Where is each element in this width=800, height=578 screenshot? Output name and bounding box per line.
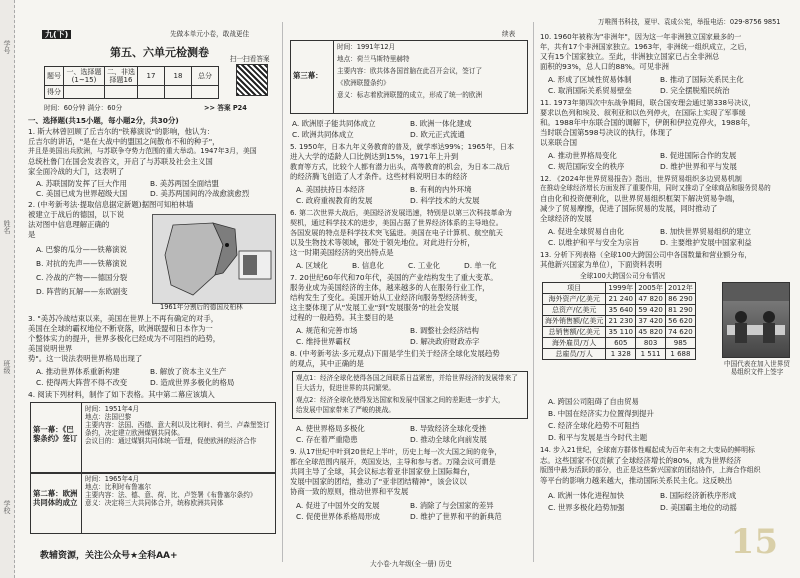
sidebar-label: 姓名 xyxy=(3,220,11,234)
option[interactable]: D. 维护世界和平与发展 xyxy=(660,162,737,171)
question-line: 家全面冷战的大门，这表明了 xyxy=(28,167,125,176)
question-line: 被建立于战后的德国，以下说 xyxy=(28,210,125,219)
question-line: 的观点，其中正确的是 xyxy=(290,359,364,368)
question-line: 要求以色列和埃及、叙利亚和以色列停火，在国际上实现了军事缓 xyxy=(540,108,746,117)
view-line: 观点2：经济全球化使得发达国家和发展中国家之间的差距进一步扩大， xyxy=(296,396,505,404)
question-line: 14. 步入21世纪，全球南方群体性崛起成为百年未有之大变局的鲜明标 xyxy=(540,446,755,454)
option[interactable]: A. 区域化 xyxy=(296,261,328,270)
column-divider xyxy=(533,22,534,562)
score-cell[interactable] xyxy=(105,86,138,99)
score-cell[interactable] xyxy=(165,86,192,99)
footer-center: 大小卷·九年级(全一册) 历史 xyxy=(370,560,452,568)
option[interactable]: A. 促进全球贸易自由化 xyxy=(548,227,625,236)
question-line: 以及生物技术等领域，都处于领先地位。对此进行分析， xyxy=(290,238,475,247)
question-line: 13. 分析下列表格（全球100大跨国公司中各国数量和营业额分布， xyxy=(540,250,752,259)
question-line: 年，共有17个非洲国家独立。1963年，非洲统一组织成立，之后， xyxy=(540,42,752,51)
score-table-row-label: 得分 xyxy=(45,86,64,99)
score-table-header: 二、非选择题16 xyxy=(105,67,138,86)
score-cell[interactable] xyxy=(64,86,105,99)
question-line: 3. "美苏冷战结束以来，美国在世界上不再有确定的对手， xyxy=(28,314,219,323)
question-line: 这主要体现了从"发展工业"到"发展服务"的社会发展 xyxy=(290,303,459,312)
question-line: 势"。这一说法表明世界格局出现了 xyxy=(28,354,143,363)
time-info: 时间：60分钟 满分：60分 xyxy=(44,104,123,112)
option[interactable]: C. 促使世界体系格局形成 xyxy=(296,512,380,521)
table-header: 2005年 xyxy=(636,283,666,294)
score-cell[interactable] xyxy=(192,86,219,99)
sidebar-label: 学号 xyxy=(3,40,11,54)
exam-title: 第五、六单元检测卷 xyxy=(110,46,209,59)
table-cell: 47 820 xyxy=(636,294,666,305)
option[interactable]: C. 美国已成为世界超级大国 xyxy=(36,189,128,198)
act-label: 第三幕： xyxy=(293,71,323,80)
option[interactable]: A. 苏联国防发挥了巨大作用 xyxy=(36,179,127,188)
option[interactable]: A. 美国扶持日本经济 xyxy=(296,185,365,194)
table-header: 项目 xyxy=(543,283,606,294)
sidebar-label: 学校 xyxy=(3,500,11,514)
table-row xyxy=(543,327,696,338)
option[interactable]: D. 欧元正式流通 xyxy=(410,130,465,139)
act-content: 《欧洲联盟条约》 xyxy=(337,79,390,87)
question-line: 12. 《2024年世界贸易报告》指出，世界贸易组织多边贸易机制 xyxy=(540,174,742,183)
table-header: 2012年 xyxy=(666,283,696,294)
map-caption: 1961年分割后的德国及柏林 xyxy=(160,303,243,311)
option[interactable]: B. 国际经济新秩序形成 xyxy=(660,491,737,500)
question-line: 11. 1973年第四次中东战争期间，联合国安理会通过第338号决议， xyxy=(540,98,756,107)
score-table-header: 一、选择题(1~15) xyxy=(64,67,105,86)
option[interactable]: C. 存在着严重隐患 xyxy=(296,435,358,444)
table-caption: 全球100大跨国公司分布情况 xyxy=(580,272,666,280)
option[interactable]: A. 跨国公司阻碍了自由贸易 xyxy=(548,397,639,406)
table-row xyxy=(543,294,696,305)
right-header: 万唯图书科技，夏甲、袁成公宪，举报电话：029-8756 9851 xyxy=(598,18,781,26)
table-cell: 59 420 xyxy=(636,305,666,316)
table-row xyxy=(543,349,696,360)
table-header: 1999年 xyxy=(606,283,636,294)
score-table-header: 17 xyxy=(138,67,165,86)
question-line: 丘吉尔的讲话，"是在大战中的盟国之间散布不和的种子"， xyxy=(28,137,220,146)
option[interactable]: C. 取消国际关系贸易壁垒 xyxy=(548,86,632,95)
option[interactable]: A. 欧洲一体化进程加快 xyxy=(548,491,625,500)
option[interactable]: A. 促进了中国外交的发展 xyxy=(296,501,380,510)
view-line: 给发展中国家带来了严峻的挑战。 xyxy=(296,406,395,414)
question-line: 是 xyxy=(28,230,36,239)
option[interactable]: C. 工业化 xyxy=(408,261,441,270)
photo-caption: 中国代表在加入世界贸易组织文件上签字 xyxy=(724,360,790,376)
option[interactable]: D. 造成世界多极化的格局 xyxy=(150,378,235,387)
act-content: 时间：1951年4月 地点：法国巴黎 主要内容：法国、西德、意大利以及比利时、荷兰、卢森堡签订 条约，决定建立欧洲煤钢共同体。 会议目的：通过煤钢共同体统一管理，促使欧洲的经济合作 xyxy=(85,405,270,445)
option[interactable]: B. 加快世界贸易组织的建立 xyxy=(660,227,752,236)
option[interactable]: C. 以维护和平与安全为宗旨 xyxy=(548,238,640,247)
question-line: 进入大学的适龄人口比例达到15%，1971年上升到 xyxy=(290,152,459,161)
question-line: 在推动全球经济增长方面发挥了重要作用，同时又推动了全球商品和服务贸易的 xyxy=(540,184,771,192)
question-line: 都在全球范围内展开，英国发达，主导和参与者。万隆会议可谓是 xyxy=(290,457,496,466)
grade-tag: 九(下) xyxy=(42,30,71,39)
option[interactable]: A. 巴黎的瓜分——铁幕演说 xyxy=(36,245,127,254)
option[interactable]: A. 推动世界体系重新构建 xyxy=(36,367,120,376)
score-table xyxy=(44,66,219,99)
question-line: 志。这些国家不仅贡献了全球经济增长的80%，成为世界经济 xyxy=(540,456,742,465)
act-content: 时间：1965年4月 地点：比利时布鲁塞尔 主要内容：法、德、意、荷、比、卢签署《布鲁塞尔条约》 意义：决定将三大共同体合并，统称欧洲共同体 xyxy=(85,475,257,507)
question-line: 自由化和投资便利化，以世界贸易组织框架下解决贸易争端， xyxy=(540,194,740,203)
question-line: 法对图中信息理解正确的 xyxy=(28,220,110,229)
act-label: 第二幕：欧洲共同体的成立 xyxy=(33,489,78,508)
table-continued: 续表 xyxy=(502,30,516,38)
question-line: 版图中最为活跃的部分，也正是这些新兴国家的团结协作，上海合作组织 xyxy=(540,466,761,474)
binding-margin xyxy=(0,0,15,578)
question-line: 契机，通过科学技术的进步，美国占据了世界经济体系的主导地位。 xyxy=(290,218,503,227)
option[interactable]: D. 单一化 xyxy=(464,261,497,270)
option[interactable]: D. 维护了世界和平的新典范 xyxy=(410,512,502,521)
question-line: 过程的一般趋势。其主要目的是 xyxy=(290,313,394,322)
score-table-header: 总分 xyxy=(192,67,219,86)
question-line: 7. 20世纪60年代和70年代，美国的产业结构发生了重大变革。 xyxy=(290,273,498,282)
option[interactable]: D. 完全摆脱殖民统治 xyxy=(660,86,730,95)
wto-signing-photo xyxy=(722,282,790,358)
question-line: 教育等方式，比较个人都有潜力出头，高等教育的机会，为日本二战后 xyxy=(290,162,510,171)
table-cell: 86 290 xyxy=(666,294,696,305)
option[interactable]: B. 信息化 xyxy=(352,261,384,270)
question-line: 2. (中考新考法·提取信息据定新题)据图可知柏林墙 xyxy=(28,200,194,209)
table-cell: 海外销售额/亿美元 xyxy=(543,316,606,327)
third-act-box xyxy=(290,40,528,114)
table-cell: 74 620 xyxy=(666,327,696,338)
section-title: 一、选择题(共15小题，每小题2分，共30分) xyxy=(28,116,179,125)
table-cell: 总雇员/万人 xyxy=(543,349,606,360)
option[interactable]: A. 使世界格局多极化 xyxy=(296,424,365,433)
question-line: 10. 1960年被称为"非洲年"，因为这一年非洲独立国家最多的一 xyxy=(540,32,742,41)
view-line: 观点1：经济全球化使得各国之间联系日益紧密，并给世界经济的发展带来了 xyxy=(296,374,518,382)
table-cell: 56 620 xyxy=(666,316,696,327)
table-cell: 45 820 xyxy=(636,327,666,338)
question-line: 其他新兴国家为单位），下面资料表明 xyxy=(540,260,662,269)
question-line: 6. 第二次世界大战后，美国经济发展迅速，特别是以第三次科技革命为 xyxy=(290,208,512,217)
table-row xyxy=(543,305,696,316)
option[interactable]: C. 冷战的产物——德国分裂 xyxy=(36,273,128,282)
table-cell: 总资产/亿美元 xyxy=(543,305,606,316)
option[interactable]: A. 推动世界格局变化 xyxy=(548,151,617,160)
option[interactable]: B. 推动了国际关系民主化 xyxy=(660,75,744,84)
answer-reference: >> 答案 P24 xyxy=(204,104,247,112)
option[interactable]: D. 美国霸主地位的动摇 xyxy=(660,503,737,512)
option[interactable]: D. 科学技术的大发展 xyxy=(410,196,480,205)
option[interactable]: C. 经济全球化趋势不可阻挡 xyxy=(548,421,640,430)
option[interactable]: A. 规范和完善市场 xyxy=(296,326,358,335)
table-cell: 1 328 xyxy=(606,349,636,360)
table-cell: 35 110 xyxy=(606,327,636,338)
question-line: 美国说明世界 xyxy=(28,344,73,353)
qr-label: 扫一扫看答案 xyxy=(230,55,270,63)
act-label: 第一幕：《巴黎条约》签订 xyxy=(33,425,78,444)
question-line: 结构发生了变化。美国开始从工业经济向服务型经济转变， xyxy=(290,293,483,302)
option[interactable]: C. 欧洲共同体成立 xyxy=(292,130,354,139)
table-cell: 803 xyxy=(636,338,666,349)
table-cell: 37 420 xyxy=(636,316,666,327)
question-line: 服务业成为美国经济的主体，越来越多的人在服务行业工作， xyxy=(290,283,490,292)
table-cell: 海外雇员/万人 xyxy=(543,338,606,349)
table-cell: 985 xyxy=(666,338,696,349)
slogan: 先做本单元小卷，敢战更佳 xyxy=(170,30,250,38)
question-line: 减少了贸易摩擦，促进了国际贸易的发展，同时推动了 xyxy=(540,204,718,213)
table-row xyxy=(543,338,696,349)
germany-map-icon xyxy=(153,215,275,303)
question-line: 全球经济的发展 xyxy=(540,214,592,223)
question-line: 等平台的影响力越来越大，推动国际关系民主化。这反映出 xyxy=(540,476,733,485)
question-line: 面积的93%，总人口的88%。可见非洲 xyxy=(540,62,669,71)
option[interactable]: B. 解放了资本主义生产 xyxy=(150,367,227,376)
question-line: 5. 1950年，日本九年义务教育的普及，就学率达99%；1965年，日本 xyxy=(290,142,515,151)
views-box xyxy=(292,371,528,419)
question-line: 又有15个国家独立。至此，非洲独立国家已占全非洲总 xyxy=(540,52,720,61)
option[interactable]: C. 维持世界霸权 xyxy=(296,337,351,346)
score-cell[interactable] xyxy=(138,86,165,99)
score-table-row-label: 题号 xyxy=(45,67,64,86)
option[interactable]: B. 调整社会经济结构 xyxy=(410,326,479,335)
page-number: 15 xyxy=(730,522,778,562)
question-line: 并且是美国出兵欧洲，与苏联争夺势力范围的重大举动。1947年3月，美国 xyxy=(28,147,257,155)
question-line: 个整体实力的提升，世界多极化已经成为不可阻挡的趋势， xyxy=(28,334,221,343)
question-line: 8. (中考新考法·多元观点)下面是学生们关于经济全球化发展趋势 xyxy=(290,349,500,358)
option[interactable]: B. 对抗的先声——铁幕演说 xyxy=(36,259,128,268)
question-line: 1. 斯大林曾回顾了丘吉尔的"铁幕演说"的影响，他认为： xyxy=(28,127,215,136)
act-content: 时间：1991年12月 xyxy=(337,43,396,51)
view-line: 巨大活力，促进世界的共同繁荣。 xyxy=(296,384,395,392)
question-line: 的经济腾飞创造了人才条件。这些材料说明日本的经济 xyxy=(290,172,468,181)
column-divider xyxy=(282,22,283,562)
table-cell: 21 230 xyxy=(606,316,636,327)
option[interactable]: D. 阵营的瓦解——东欧剧变 xyxy=(36,287,128,296)
question-line: 各国发展的特点是科学技术突飞猛进。美国在电子计算机、航空航天 xyxy=(290,228,503,237)
germany-map xyxy=(152,214,276,304)
option[interactable]: B. 有利的内外环境 xyxy=(410,185,472,194)
option[interactable]: B. 欧洲一体化建成 xyxy=(410,119,472,128)
option[interactable]: C. 规范国际安全的秩序 xyxy=(548,162,625,171)
option[interactable]: B. 促进国际合作的发展 xyxy=(660,151,737,160)
table-cell: 海外资产/亿美元 xyxy=(543,294,606,305)
question-line: 9. 从17世纪中叶到20世纪上半叶，历史上每一次大国之间的竞争， xyxy=(290,447,502,456)
question-line: 4. 阅读下列材料，制作了如下表格。其中第二幕应该填入 xyxy=(28,390,215,399)
signing-ceremony-icon xyxy=(723,283,789,357)
option[interactable]: C. 政府重视教育的发展 xyxy=(296,196,373,205)
table-cell: 35 640 xyxy=(606,305,636,316)
option[interactable]: C. 使得两大阵营不得不改变 xyxy=(36,378,128,387)
option[interactable]: B. 消除了与会国家的差异 xyxy=(410,501,494,510)
option[interactable]: B. 美苏两国全面结盟 xyxy=(150,179,219,188)
option[interactable]: C. 世界多极化趋势加强 xyxy=(548,503,625,512)
act-content: 主要内容：欧共体各国首脑在此召开会议，签订了 xyxy=(337,67,483,75)
table-cell: 总销售额/亿美元 xyxy=(543,327,606,338)
act-content: 意义：标志着欧洲联盟的成立，形成了统一的欧洲 xyxy=(337,91,483,99)
option[interactable]: B. 中国在经济实力位置得到提升 xyxy=(548,409,654,418)
question-line: 这一时期美国经济的突出特点是 xyxy=(290,248,394,257)
q4-table-row xyxy=(30,402,276,474)
mnc-table xyxy=(542,282,696,360)
question-line: 美国在全球的霸权地位不断衰落，欧洲联盟和日本作为一 xyxy=(28,324,213,333)
sidebar-label: 班级 xyxy=(3,360,11,374)
option[interactable]: D. 和平与发展是当今时代主题 xyxy=(548,433,648,442)
option[interactable]: D. 推动全球化向前发展 xyxy=(410,435,487,444)
table-cell: 605 xyxy=(606,338,636,349)
table-cell: 81 290 xyxy=(666,305,696,316)
table-cell: 21 240 xyxy=(606,294,636,305)
table-cell: 1 688 xyxy=(666,349,696,360)
table-row xyxy=(543,316,696,327)
table-cell: 1 511 xyxy=(636,349,666,360)
question-line: 以来联合国 xyxy=(540,138,577,147)
option[interactable]: A. 形成了区域性贸易体制 xyxy=(548,75,632,84)
question-line: 和。1988年中东联合国的调解下，伊朗和伊拉克停火，1988年， xyxy=(540,118,755,127)
question-line: 发展中国家的团结，推动了"亚非团结精神"，该会议以 xyxy=(290,477,467,486)
question-line: 当时联合国第598号决议的执行，体现了 xyxy=(540,128,673,137)
option[interactable]: B. 导致经济全球化受挫 xyxy=(410,424,487,433)
option[interactable]: D. 美苏两国间的冷战愈演愈烈 xyxy=(150,189,250,198)
act-content: 地点：荷兰马斯特里赫特 xyxy=(337,55,410,63)
option[interactable]: A. 欧洲原子能共同体成立 xyxy=(292,119,376,128)
qr-code-icon xyxy=(236,64,268,96)
option[interactable]: D. 主要维护发展中国家利益 xyxy=(660,238,752,247)
footer-promo: 教辅资源，关注公众号★全科AA+ xyxy=(40,551,178,561)
question-line: 共同主导了全球，其会议标志着亚非国家登上国际舞台， xyxy=(290,467,475,476)
question-line: 总统杜鲁门在国会发表咨文，开启了与苏联及社会主义国 xyxy=(28,157,213,166)
question-line: 协商一致的原则，推动世界和平发展 xyxy=(290,487,409,496)
score-table-header: 18 xyxy=(165,67,192,86)
q4-table-row xyxy=(30,472,276,534)
option[interactable]: D. 解决政府财政赤字 xyxy=(410,337,480,346)
